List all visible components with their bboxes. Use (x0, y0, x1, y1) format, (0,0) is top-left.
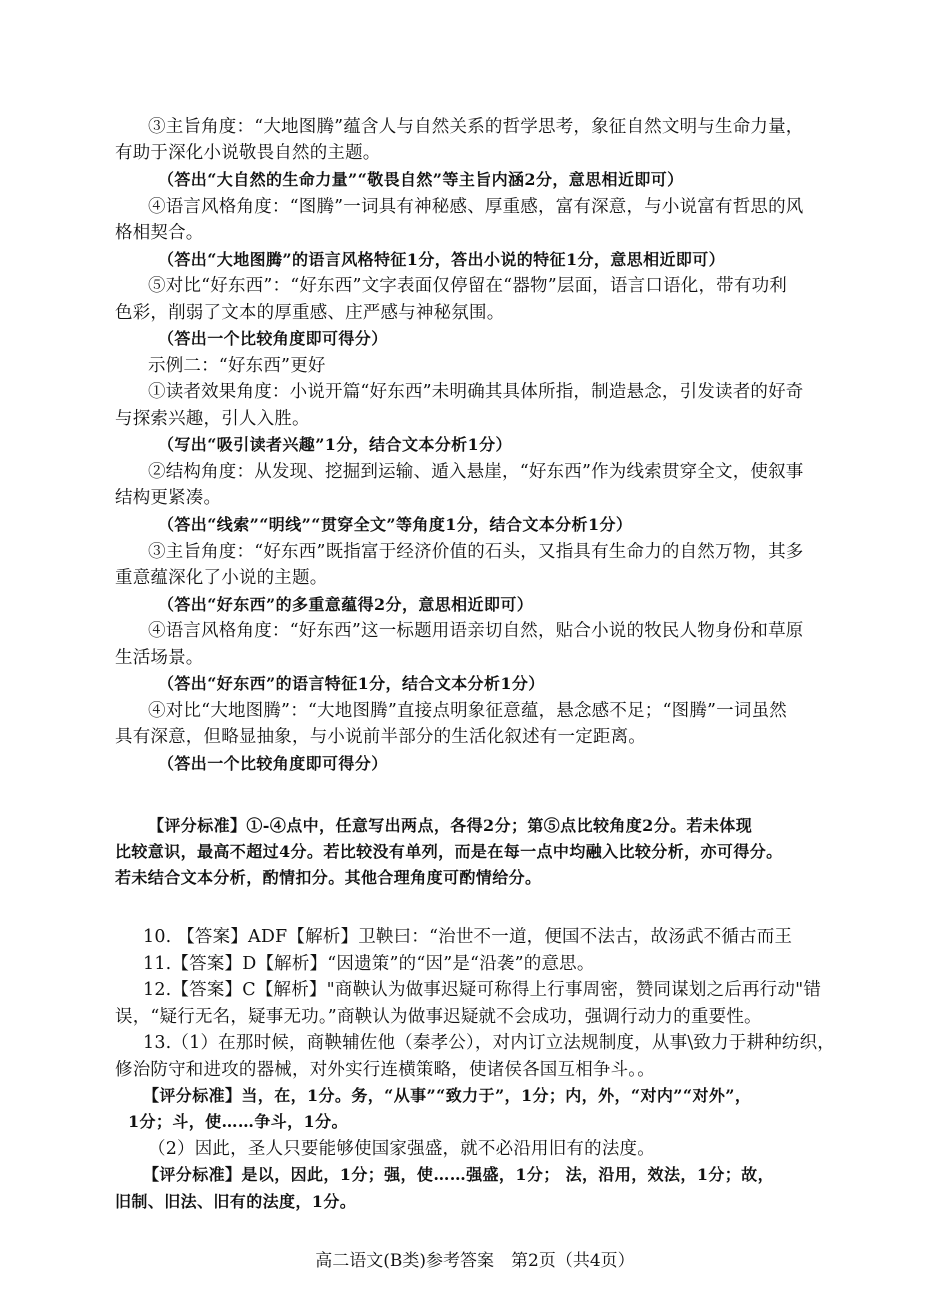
grading-standard: 【评分标准】是以，因此，1分；强，使……强盛，1分； 法，沿用，效法，1分；故， (143, 1165, 774, 1184)
answer-12: 12.【答案】C【解析】"商鞅认为做事迟疑可称得上行事周密，赞同谋划之后再行动"错 (143, 980, 822, 1000)
text-line: ①读者效果角度：小说开篇“好东西”未明确其具体所指，制造悬念，引发读者的好奇 (148, 382, 804, 402)
text-line: 具有深意，但略显抽象，与小说前半部分的生活化叙述有一定距离。 (115, 727, 646, 747)
scoring-note: （答出“好东西”的多重意蕴得2分，意思相近即可） (158, 595, 534, 614)
example-heading: 示例二：“好东西”更好 (148, 356, 326, 376)
text-line: ④对比“大地图腾”：“大地图腾”直接点明象征意蕴，悬念感不足；“图腾”一词虽然 (148, 701, 787, 721)
text-line: ④语言风格角度：“图腾”一词具有神秘感、厚重感，富有深意，与小说富有哲思的风 (148, 197, 804, 217)
text-line: 与探索兴趣，引人入胜。 (115, 409, 310, 429)
scoring-note: （答出一个比较角度即可得分） (158, 754, 388, 773)
text-line: 生活场景。 (115, 648, 204, 668)
text-line: ③主旨角度：“好东西”既指富于经济价值的石头，又指具有生命力的自然万物，其多 (148, 542, 804, 562)
grading-standard: 1分；斗，使……争斗，1分。 (128, 1112, 348, 1131)
grading-standard: 【评分标准】当，在，1分。务，“从事”“致力于”，1分；内，外，“对内”“对外”， (143, 1086, 752, 1105)
page-footer: 高二语文(B类)参考答案 第2页（共4页） (315, 1251, 635, 1271)
text-line: 格相契合。 (115, 223, 204, 243)
scoring-note: （写出“吸引读者兴趣”1分，结合文本分析1分） (158, 435, 512, 454)
scoring-note: （答出一个比较角度即可得分） (158, 329, 388, 348)
text-line: 误，“疑行无名，疑事无功。”商鞅认为做事迟疑就不会成功，强调行动力的重要性。 (115, 1007, 762, 1027)
text-line: ⑤对比“好东西”：“好东西”文字表面仅停留在“器物”层面，语言口语化，带有功利 (148, 276, 787, 296)
text-line: 色彩，削弱了文本的厚重感、庄严感与神秘氛围。 (115, 303, 505, 323)
answer-11: 11.【答案】D【解析】“因遗策”的“因”是“沿袭”的意思。 (143, 954, 595, 974)
scoring-note: （答出“好东西”的语言特征1分，结合文本分析1分） (158, 674, 545, 693)
grading-standard: 【评分标准】①-④点中，任意写出两点，各得2分；第⑤点比较角度2分。若未体现 (148, 816, 753, 835)
grading-standard: 旧制、旧法、旧有的法度，1分。 (115, 1192, 357, 1211)
text-line: ④语言风格角度：“好东西”这一标题用语亲切自然，贴合小说的牧民人物身份和草原 (148, 621, 804, 641)
grading-standard: 比较意识，最高不超过4分。若比较没有单列，而是在每一点中均融入比较分析，亦可得分。 (115, 842, 783, 861)
scoring-note: （答出“大自然的生命力量”“敬畏自然”等主旨内涵2分，意思相近即可） (158, 170, 684, 189)
text-line: ②结构角度：从发现、挖掘到运输、遁入悬崖，“好东西”作为线索贯穿全文，使叙事 (148, 462, 804, 482)
answer-10: 10. 【答案】ADF【解析】卫鞅曰：“治世不一道，便国不法古，故汤武不循古而王 (143, 927, 793, 947)
text-line: 重意蕴深化了小说的主题。 (115, 568, 328, 588)
text-line: 有助于深化小说敬畏自然的主题。 (115, 143, 381, 163)
scoring-note: （答出“线索”“明线”“贯穿全文”等角度1分，结合文本分析1分） (158, 515, 633, 534)
answer-13-part-2: （2）因此，圣人只要能够使国家强盛，就不必沿用旧有的法度。 (148, 1139, 655, 1159)
text-line: ③主旨角度：“大地图腾”蕴含人与自然关系的哲学思考，象征自然文明与生命力量， (148, 117, 804, 137)
text-line: 修治防守和进攻的器械，对外实行连横策略，使诸侯各国互相争斗。。 (115, 1060, 655, 1080)
grading-standard: 若未结合文本分析，酌情扣分。其他合理角度可酌情给分。 (115, 868, 542, 887)
text-line: 结构更紧凑。 (115, 488, 222, 508)
scoring-note: （答出“大地图腾”的语言风格特征1分，答出小说的特征1分，意思相近即可） (158, 250, 726, 269)
answer-13-part-1: 13.（1）在那时候，商鞅辅佐他（秦孝公），对内订立法规制度，从事\致力于耕种纺织， (143, 1033, 836, 1053)
